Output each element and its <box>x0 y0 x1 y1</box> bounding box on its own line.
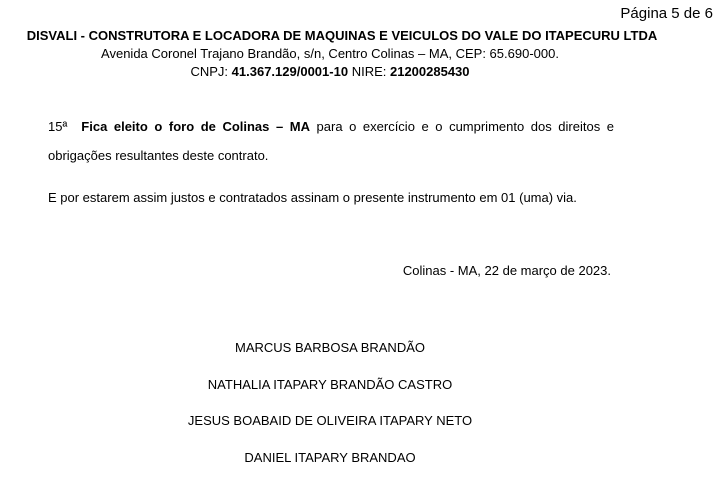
clause-number: 15ª <box>48 119 67 134</box>
closing-paragraph: E por estarem assim justos e contratados assinam o presente instrumento em 01 (uma) via. <box>48 183 614 212</box>
signatory-name: MARCUS BARBOSA BRANDÃO <box>0 340 660 377</box>
signatory-name: NATHALIA ITAPARY BRANDÃO CASTRO <box>0 377 660 414</box>
cnpj-label: CNPJ: <box>190 64 228 79</box>
signatory-name: DANIEL ITAPARY BRANDAO <box>0 450 660 486</box>
signatory-name: JESUS BOABAID DE OLIVEIRA ITAPARY NETO <box>0 413 660 450</box>
company-registration <box>0 63 660 81</box>
company-name: DISVALI - CONSTRUTORA E LOCADORA DE MAQUINAS E VEICULOS DO VALE DO ITAPECURU LTDA <box>0 27 660 45</box>
page-number: Página 5 de 6 <box>620 5 713 22</box>
document-header <box>0 27 660 81</box>
place-date: Colinas - MA, 22 de março de 2023. <box>403 263 611 278</box>
signatures-list <box>0 340 660 486</box>
clause-15 <box>48 112 614 170</box>
company-address: Avenida Coronel Trajano Brandão, s/n, Centro Colinas – MA, CEP: 65.690-000. <box>0 45 660 63</box>
nire-label: NIRE: <box>352 64 387 79</box>
clause-bold-text: Fica eleito o foro de Colinas – MA <box>81 119 310 134</box>
nire-value: 21200285430 <box>390 64 470 79</box>
cnpj-value: 41.367.129/0001-10 <box>232 64 348 79</box>
clause-text: para o exercício e o cumprimento dos direitos e obrigações resultantes deste contrato. <box>48 119 614 163</box>
